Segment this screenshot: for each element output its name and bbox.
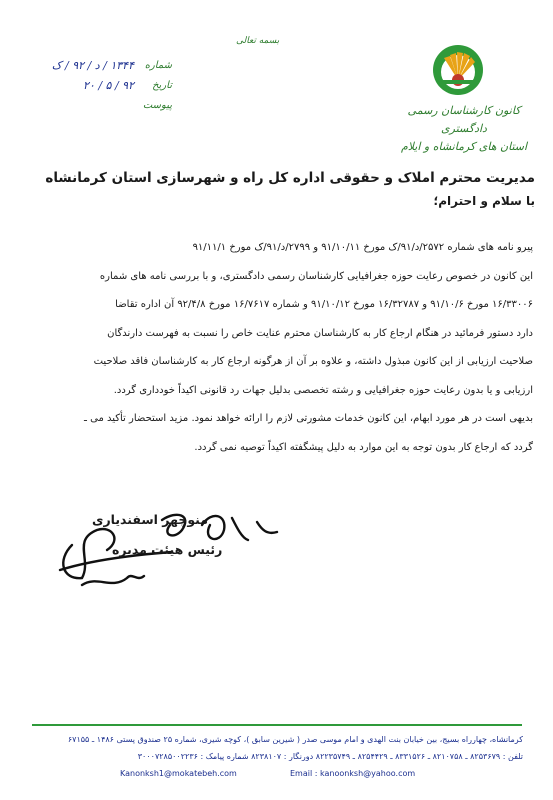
footer-phones: تلفن : ۸۲۵۳۶۷۹ ـ ۸۲۱۰۷۵۸ ـ ۸۳۳۱۵۲۶ ـ ۸۲۵۴۴۲۹ ـ ۸۲۲۳۵۷۴۹ دورنگار : ۸۲۳۸۱۰۷ شماره پیامک : ۳۰۰۰۷۲۸۵۰۰۲۲۳۶	[137, 752, 523, 761]
meta-number-row	[42, 56, 172, 76]
meta-attachment-row	[42, 96, 172, 116]
body-line: پیرو نامه های شماره ۲۵۷۲/د/۹۱/ک مورخ ۹۱/۱۰/۱۱ و ۲۷۹۹/د/۹۱/ک مورخ ۹۱/۱۱/۱	[192, 242, 533, 253]
recipient-line: مدیریت محترم املاک و حقوقی اداره کل راه و شهرسازی استان کرمانشاه	[45, 170, 535, 186]
date-label: تاریخ	[152, 80, 172, 91]
organization-name	[389, 102, 539, 156]
signer-name: منوچهر اسفندیاری	[92, 512, 209, 527]
letter-body	[25, 234, 533, 462]
greeting-line: با سلام و احترام؛	[433, 194, 535, 208]
number-label: شماره	[144, 60, 172, 71]
body-line: دارد دستور فرمائید در هنگام ارجاع کار به کارشناسان محترم عنایت خاص را نسبت به فهرست دارندگان	[107, 327, 533, 339]
meta-date-row	[42, 76, 172, 96]
letter-meta	[42, 56, 172, 116]
footer-email: Email : kanoonksh@yahoo.com	[290, 769, 416, 778]
body-line: این کانون در خصوص رعایت حوزه جغرافیایی کارشناسان رسمی دادگستری، و با بررسی نامه های شماره	[99, 270, 533, 282]
body-line: ارزیابی و یا بدون رعایت حوزه جغرافیایی و رشته تخصصی بدلیل جهات رد قانونی اکیداً خودداری گردد.	[113, 384, 533, 396]
bismillah-heading: بسمه تعالی	[236, 36, 280, 46]
footer-website: Kanonksh1@mokatebeh.com	[120, 769, 237, 778]
body-line: ۱۶/۳۳۰۰۶ مورخ ۹۱/۱۰/۶ و ۱۶/۳۲۷۸۷ مورخ ۹۱/۱۰/۱۲ و شماره ۱۶/۷۶۱۷ مورخ ۹۲/۴/۸ آن اداره تقاضا	[115, 299, 533, 310]
organization-name-line1: کانون کارشناسان رسمی دادگستری	[407, 104, 521, 135]
body-line: صلاحیت ارزیابی از این کانون مبذول داشته، و علاوه بر آن از هرگونه ارجاع کار به کارشناسان فاقد صلاحیت	[93, 356, 533, 367]
attachment-label: پیوست	[142, 100, 172, 111]
organization-name-line2: استان های کرمانشاه و ایلام	[400, 140, 528, 153]
body-line: گردد که ارجاع کار بدون توجه به این موارد به دلیل پیشگفته اکیداً توصیه نمی گردد.	[194, 441, 533, 453]
organization-logo-icon	[430, 40, 486, 96]
date-value: ۹۲ / ۵ / ۲۰	[83, 79, 134, 92]
number-value: ۱۳۴۴ / د / ۹۲ / ک	[51, 59, 134, 72]
body-line: بدیهی است در هر مورد ابهام، این کانون خدمات مشورتی لازم را ارائه خواهد نمود. مزید استحضار تأکید می ـ	[84, 413, 533, 424]
signer-title: رئیس هیئت مدیره	[112, 542, 223, 557]
footer-divider	[32, 724, 522, 726]
footer-address: کرمانشاه، چهارراه بسیج، بین خیابان بنت الهدی و امام موسی صدر ( شیرین سابق )، کوچه شیری، شماره ۲۵ صندوق پستی ۱۴۸۶ ـ ۶۷۱۵۵	[67, 735, 523, 744]
